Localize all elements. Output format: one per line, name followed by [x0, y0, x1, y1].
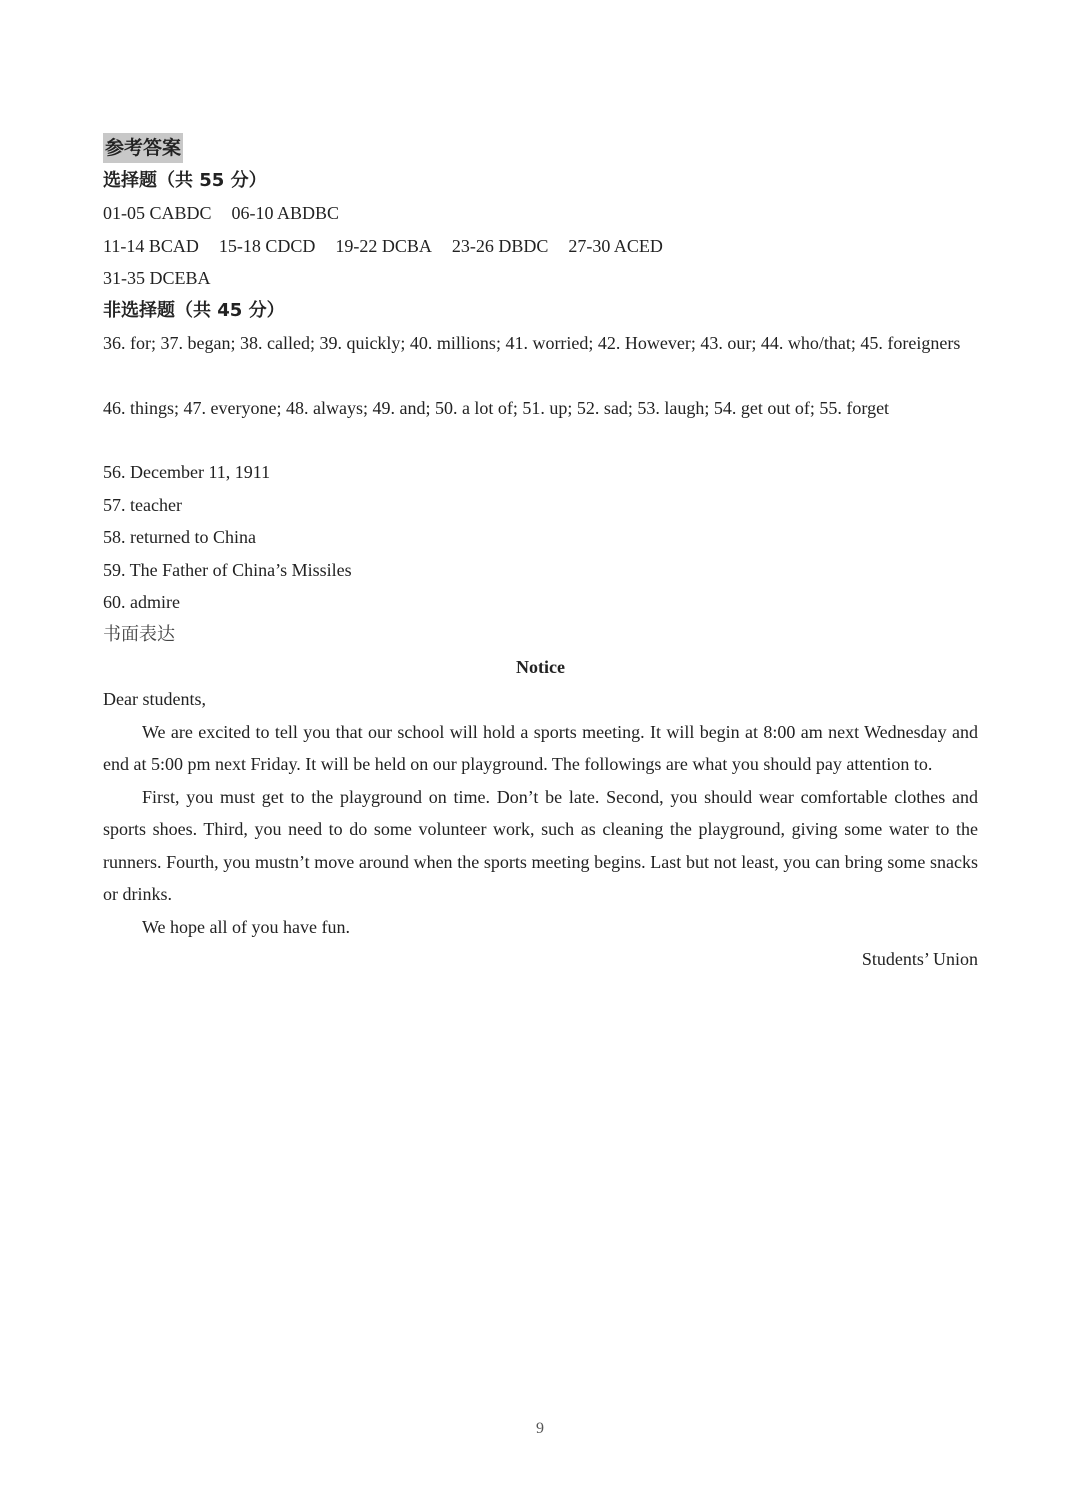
notice-paragraph: We hope all of you have fun. [142, 916, 350, 937]
notice-signature: Students’ Union [861, 949, 978, 969]
short-answer: 57. teacher [103, 494, 182, 515]
header-row [103, 132, 978, 165]
fill-blank-answers-2: 46. things; 47. everyone; 48. always; 49. and; 50. a lot of; 51. up; 52. sad; 53. laugh; 54. get out of; 55. forget [103, 397, 890, 418]
notice-greeting: Dear students, [103, 689, 206, 709]
short-answer: 58. returned to China [103, 527, 256, 547]
answer-group: 06-10 ABDBC [231, 203, 340, 223]
short-answer: 60. admire [103, 592, 180, 612]
answer-group: 23-26 DBDC [451, 235, 549, 256]
section2-title: 非选择题（共 45 分） [103, 299, 285, 321]
answer-row-2 [103, 230, 978, 263]
answer-key-tag: 参考答案 [103, 133, 183, 163]
short-answer: 56. December 11, 1911 [103, 462, 271, 482]
short-answer: 59. The Father of China’s Missiles [103, 559, 352, 580]
notice-paragraph: We are excited to tell you that our school will hold a sports meeting. It will begin at 8:00 am next Wednesday and end at 5:00 pm next Friday. It will be held on our playground. The followings are what you should pay attention to. [103, 721, 978, 774]
answer-group: 19-22 DCBA [335, 235, 432, 256]
answer-row-1 [103, 197, 978, 230]
answer-group: 27-30 ACED [568, 235, 663, 256]
answer-group: 15-18 CDCD [218, 235, 316, 256]
answer-group: 11-14 BCAD [103, 235, 199, 256]
notice-title: Notice [516, 657, 565, 677]
page-number: 9 [536, 1420, 544, 1437]
fill-blank-answers-1: 36. for; 37. began; 38. called; 39. quickly; 40. millions; 41. worried; 42. However; 43. our; 44. who/that; 45. foreigners [103, 333, 961, 353]
section1-title: 选择题（共 55 分） [103, 169, 267, 191]
writing-label: 书面表达 [103, 623, 175, 645]
answer-group: 31-35 DCEBA [103, 268, 211, 288]
answer-row-3 [103, 262, 978, 295]
notice-paragraph: First, you must get to the playground on time. Don’t be late. Second, you should wear comfortable clothes and sports shoes. Third, you need to do some volunteer work, such as cleaning the playground, giving some water to the runners. Fourth, you mustn’t move around when the sports meeting begins. Last but not least, you can bring some snacks or drinks. [103, 786, 978, 904]
answer-key-page [103, 132, 978, 976]
answer-group: 01-05 CABDC [103, 203, 212, 223]
